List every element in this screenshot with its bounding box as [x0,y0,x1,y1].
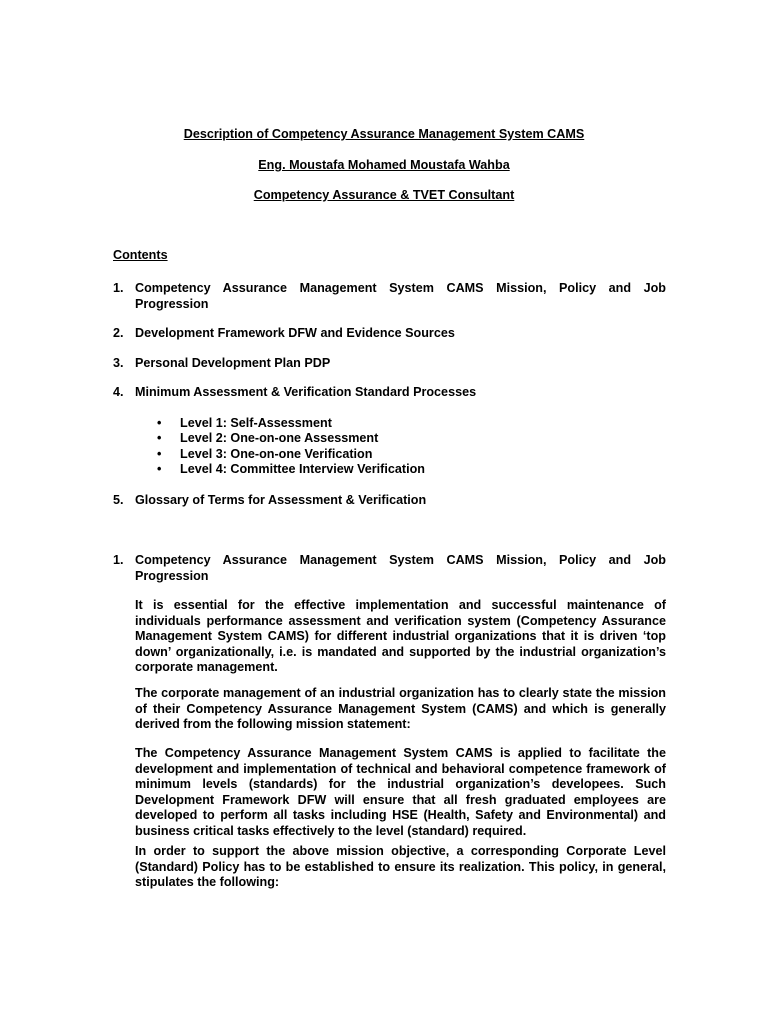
contents-item-4: Minimum Assessment & Verification Standard Processes [135,385,477,399]
bullet-4-marker: • [157,462,162,476]
contents-item-1-line1: Competency Assurance Management System CAMS Mission, Policy and Job [135,281,666,295]
contents-item-5: Glossary of Terms for Assessment & Verification [135,493,427,507]
section-1-paragraph-4: In order to support the above mission objective, a corresponding Corporate Level (Standard) Policy has to be established to ensure its realization. This policy, in general, stipulates the following: [135,844,666,889]
bullet-3-marker: • [157,447,162,461]
author-role: Competency Assurance & TVET Consultant [253,188,515,202]
bullet-level-3: Level 3: One-on-one Verification [180,447,373,461]
section-1-heading [135,553,666,584]
contents-item-1-number: 1. [113,281,124,295]
section-1-number: 1. [113,553,124,567]
bullet-1-marker: • [157,416,162,430]
contents-item-5-number: 5. [113,493,124,507]
contents-item-1 [135,281,666,312]
bullet-2-marker: • [157,431,162,445]
contents-item-2-number: 2. [113,326,124,340]
contents-item-1-line2: Progression [135,296,209,311]
section-1-paragraph-2: The corporate management of an industrial organization has to clearly state the mission of their Competency Assurance Management System (CAMS) and which is generally derived from the following mission statement: [135,686,666,731]
bullet-level-2: Level 2: One-on-one Assessment [180,431,379,445]
bullet-level-4: Level 4: Committee Interview Verification [180,462,425,476]
bullet-level-1: Level 1: Self-Assessment [180,416,332,430]
contents-heading: Contents [113,248,168,262]
section-1-heading-line2: Progression [135,568,209,583]
contents-item-3: Personal Development Plan PDP [135,356,331,370]
contents-item-4-number: 4. [113,385,124,399]
document-title: Description of Competency Assurance Management System CAMS [183,127,585,141]
contents-item-2: Development Framework DFW and Evidence Sources [135,326,455,340]
section-1-paragraph-1: It is essential for the effective implementation and successful maintenance of individuals performance assessment and verification system (Competency Assurance Management System CAMS) for different industrial organizations that it is driven ‘top down’ organizationally, i.e. is mandated and supported by the industrial organization’s corporate management. [135,598,666,674]
contents-item-3-number: 3. [113,356,124,370]
section-1-heading-line1: Competency Assurance Management System CAMS Mission, Policy and Job [135,553,666,567]
author-name: Eng. Moustafa Mohamed Moustafa Wahba [258,158,510,172]
section-1-paragraph-3: The Competency Assurance Management System CAMS is applied to facilitate the development and implementation of technical and behavioral competence framework of minimum levels (standards) for the industrial organization’s developees. Such Development Framework DFW will ensure that all fresh graduated employees are developed to perform all tasks including HSE (Health, Safety and Environmental) and business critical tasks effectively to the level (standard) required. [135,746,666,838]
